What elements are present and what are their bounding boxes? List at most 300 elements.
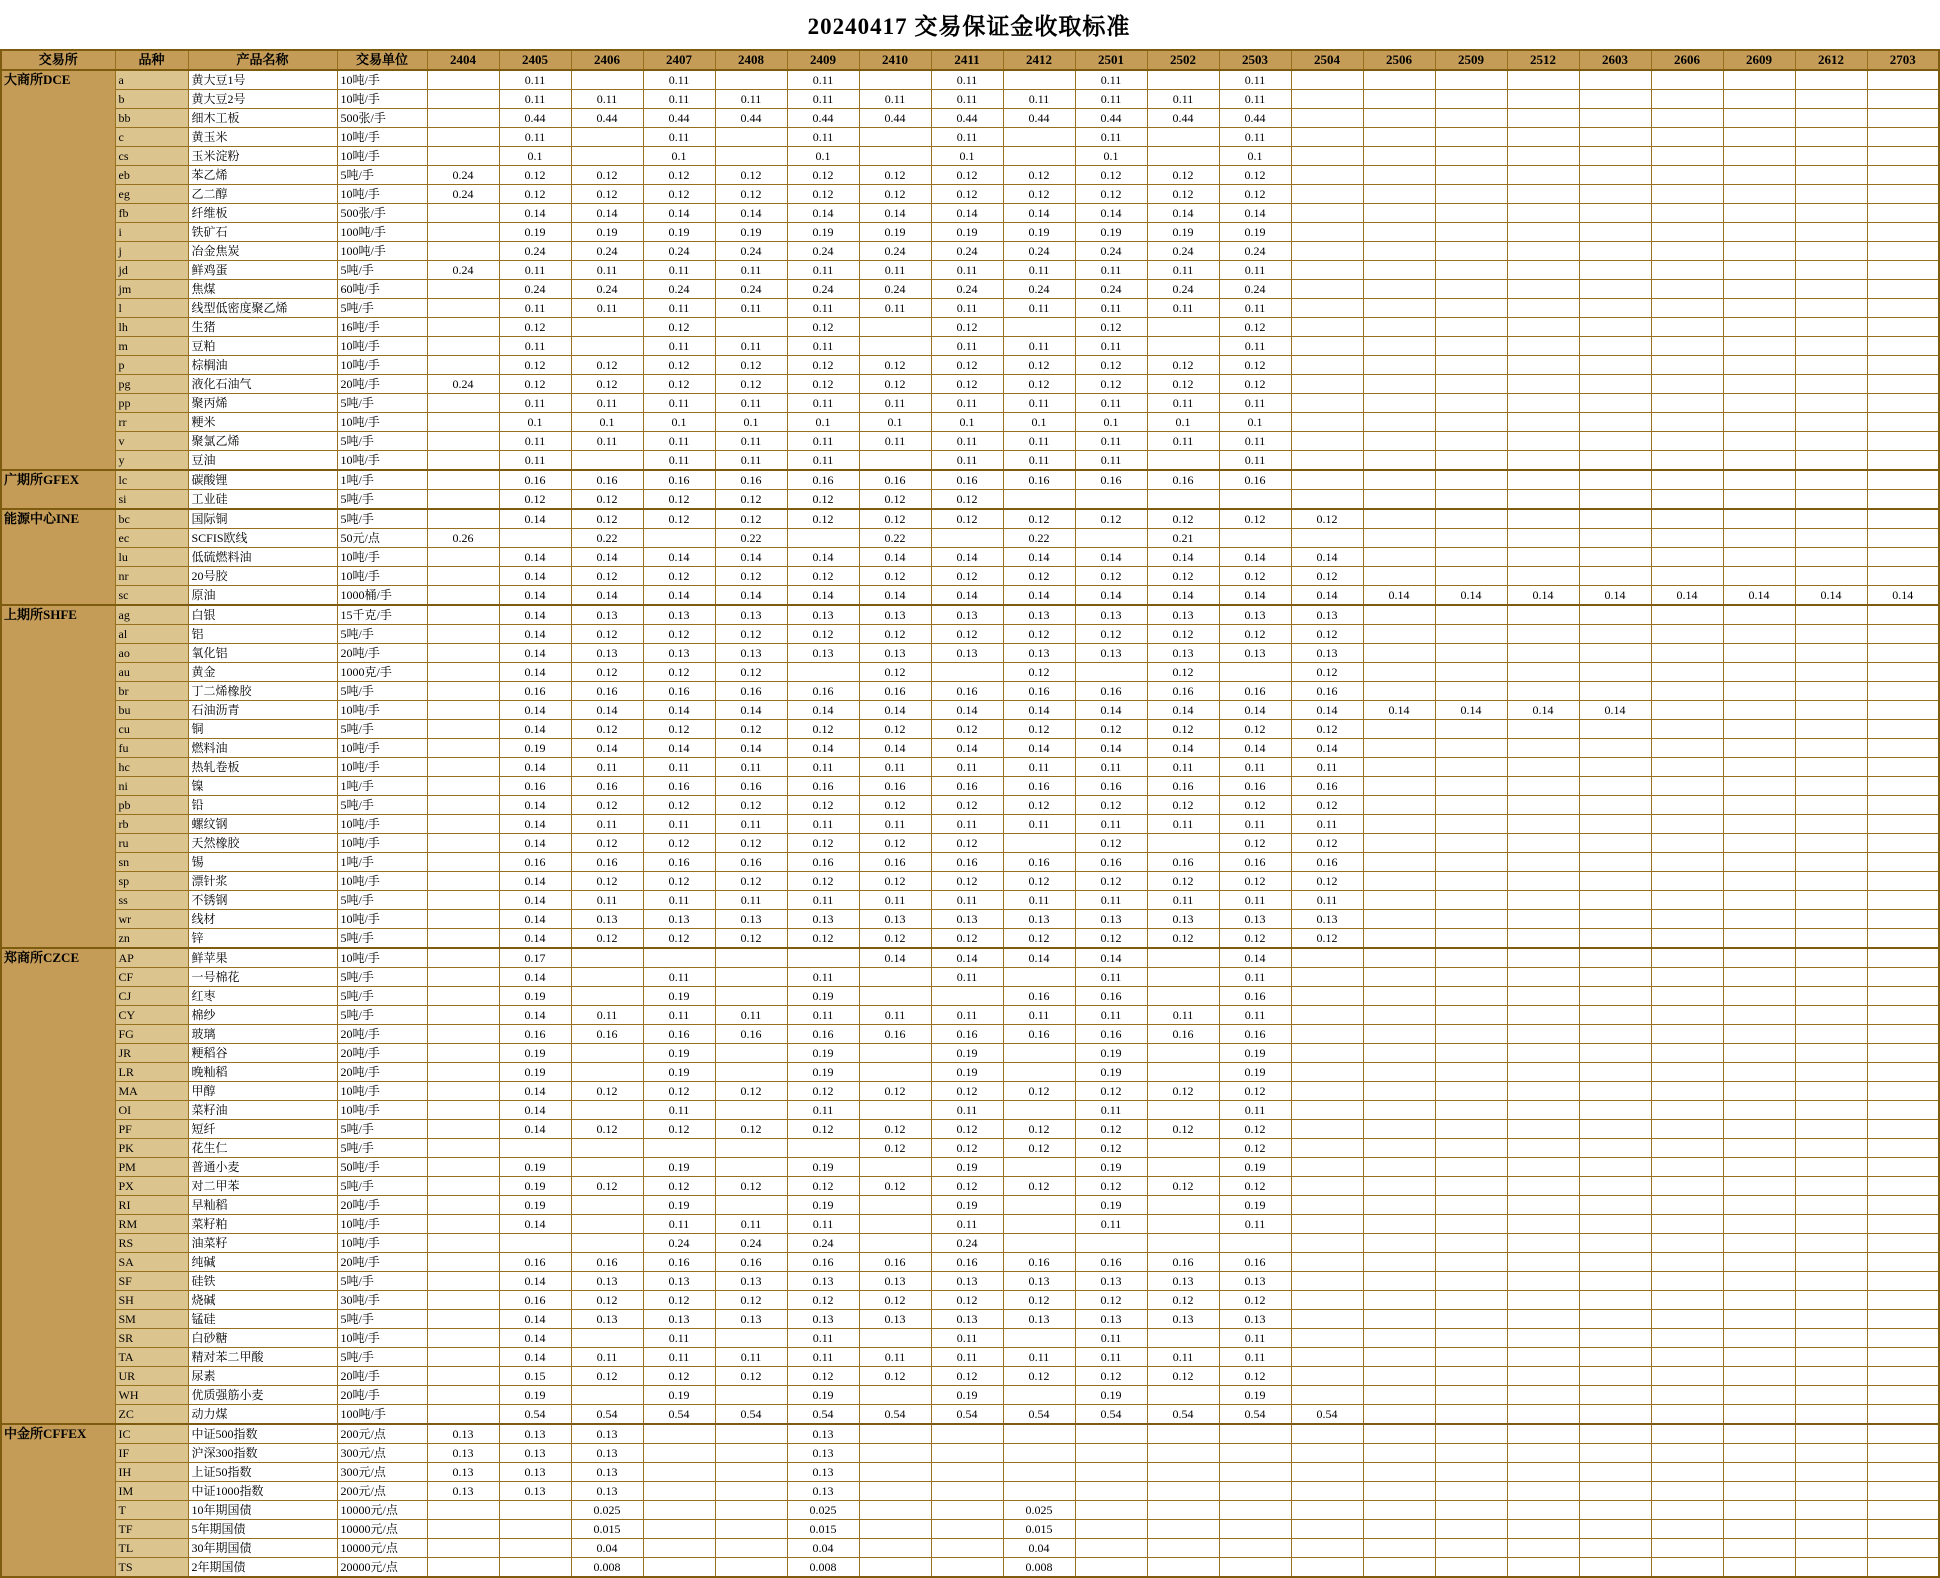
margin-value-cell[interactable]: [1579, 548, 1651, 567]
margin-value-cell[interactable]: 0.14: [499, 758, 571, 777]
margin-value-cell[interactable]: 0.16: [715, 1025, 787, 1044]
margin-value-cell[interactable]: [571, 318, 643, 337]
margin-value-cell[interactable]: [715, 70, 787, 90]
margin-value-cell[interactable]: 0.12: [715, 872, 787, 891]
margin-value-cell[interactable]: [427, 1253, 499, 1272]
margin-value-cell[interactable]: [1435, 1272, 1507, 1291]
margin-value-cell[interactable]: [1867, 1196, 1939, 1215]
product-name-cell[interactable]: 纤维板: [188, 204, 337, 223]
margin-value-cell[interactable]: 0.11: [1003, 90, 1075, 109]
variety-code-cell[interactable]: SH: [115, 1291, 188, 1310]
margin-value-cell[interactable]: 0.12: [1003, 1120, 1075, 1139]
margin-value-cell[interactable]: 0.13: [1147, 1310, 1219, 1329]
trade-unit-cell[interactable]: 5吨/手: [337, 929, 427, 949]
product-name-cell[interactable]: 精对苯二甲酸: [188, 1348, 337, 1367]
margin-value-cell[interactable]: [1651, 796, 1723, 815]
margin-value-cell[interactable]: [1219, 490, 1291, 510]
margin-value-cell[interactable]: [1435, 872, 1507, 891]
margin-value-cell[interactable]: 0.19: [787, 987, 859, 1006]
margin-value-cell[interactable]: [1435, 1539, 1507, 1558]
margin-value-cell[interactable]: 0.11: [1219, 70, 1291, 90]
margin-value-cell[interactable]: [1867, 1101, 1939, 1120]
margin-value-cell[interactable]: 0.11: [643, 1348, 715, 1367]
margin-value-cell[interactable]: 0.19: [1075, 1063, 1147, 1082]
margin-value-cell[interactable]: [1003, 70, 1075, 90]
margin-value-cell[interactable]: 0.12: [1003, 356, 1075, 375]
trade-unit-cell[interactable]: 10吨/手: [337, 567, 427, 586]
margin-value-cell[interactable]: [1291, 1482, 1363, 1501]
margin-value-cell[interactable]: [1795, 853, 1867, 872]
month-column-header[interactable]: 2503: [1219, 50, 1291, 70]
margin-value-cell[interactable]: [427, 891, 499, 910]
margin-value-cell[interactable]: 0.13: [427, 1444, 499, 1463]
margin-value-cell[interactable]: 0.12: [571, 567, 643, 586]
margin-value-cell[interactable]: [1363, 682, 1435, 701]
margin-value-cell[interactable]: 0.12: [787, 185, 859, 204]
margin-value-cell[interactable]: [1507, 1367, 1579, 1386]
margin-value-cell[interactable]: 0.12: [643, 929, 715, 949]
margin-value-cell[interactable]: [427, 834, 499, 853]
margin-value-cell[interactable]: 0.12: [787, 318, 859, 337]
trade-unit-cell[interactable]: 10吨/手: [337, 948, 427, 968]
margin-value-cell[interactable]: 0.04: [571, 1539, 643, 1558]
margin-value-cell[interactable]: [1867, 1405, 1939, 1425]
margin-value-cell[interactable]: [1651, 1234, 1723, 1253]
variety-code-cell[interactable]: SR: [115, 1329, 188, 1348]
margin-value-cell[interactable]: [1003, 1482, 1075, 1501]
product-name-cell[interactable]: 豆油: [188, 451, 337, 471]
product-name-cell[interactable]: 沪深300指数: [188, 1444, 337, 1463]
margin-value-cell[interactable]: [1435, 777, 1507, 796]
margin-value-cell[interactable]: [1579, 1234, 1651, 1253]
margin-value-cell[interactable]: [1435, 451, 1507, 471]
trade-unit-cell[interactable]: 500张/手: [337, 204, 427, 223]
margin-value-cell[interactable]: [1075, 1444, 1147, 1463]
margin-value-cell[interactable]: 0.12: [1219, 567, 1291, 586]
margin-value-cell[interactable]: 0.11: [1219, 90, 1291, 109]
margin-value-cell[interactable]: [1651, 548, 1723, 567]
margin-value-cell[interactable]: 0.11: [859, 758, 931, 777]
margin-value-cell[interactable]: [1651, 1177, 1723, 1196]
margin-value-cell[interactable]: [1291, 1234, 1363, 1253]
trade-unit-cell[interactable]: 50元/点: [337, 529, 427, 548]
margin-value-cell[interactable]: 0.16: [715, 853, 787, 872]
trade-unit-cell[interactable]: 1吨/手: [337, 853, 427, 872]
margin-value-cell[interactable]: 0.13: [571, 1310, 643, 1329]
trade-unit-cell[interactable]: 10吨/手: [337, 834, 427, 853]
margin-value-cell[interactable]: 0.14: [787, 739, 859, 758]
margin-value-cell[interactable]: [427, 1063, 499, 1082]
margin-value-cell[interactable]: 0.16: [1075, 987, 1147, 1006]
margin-value-cell[interactable]: 0.11: [1291, 758, 1363, 777]
margin-value-cell[interactable]: 0.12: [1003, 872, 1075, 891]
trade-unit-cell[interactable]: 5吨/手: [337, 299, 427, 318]
margin-value-cell[interactable]: 0.11: [1075, 394, 1147, 413]
margin-value-cell[interactable]: 0.12: [1219, 796, 1291, 815]
margin-value-cell[interactable]: [1435, 356, 1507, 375]
product-name-cell[interactable]: 粳稻谷: [188, 1044, 337, 1063]
margin-value-cell[interactable]: [1435, 147, 1507, 166]
margin-value-cell[interactable]: [1363, 853, 1435, 872]
month-column-header[interactable]: 2703: [1867, 50, 1939, 70]
margin-value-cell[interactable]: [1867, 605, 1939, 625]
margin-value-cell[interactable]: [1867, 929, 1939, 949]
product-name-cell[interactable]: 烧碱: [188, 1291, 337, 1310]
margin-value-cell[interactable]: [1579, 1120, 1651, 1139]
margin-value-cell[interactable]: [1867, 185, 1939, 204]
margin-value-cell[interactable]: 0.12: [859, 185, 931, 204]
margin-value-cell[interactable]: 0.12: [1075, 1367, 1147, 1386]
margin-value-cell[interactable]: [427, 853, 499, 872]
margin-value-cell[interactable]: 0.19: [643, 1158, 715, 1177]
margin-value-cell[interactable]: [1507, 663, 1579, 682]
margin-value-cell[interactable]: [1651, 166, 1723, 185]
margin-value-cell[interactable]: 0.11: [1075, 128, 1147, 147]
margin-value-cell[interactable]: [1363, 815, 1435, 834]
margin-value-cell[interactable]: 0.14: [499, 1215, 571, 1234]
margin-value-cell[interactable]: 0.14: [1363, 586, 1435, 606]
margin-value-cell[interactable]: [1507, 299, 1579, 318]
margin-value-cell[interactable]: [1291, 1101, 1363, 1120]
margin-value-cell[interactable]: 0.14: [859, 739, 931, 758]
margin-value-cell[interactable]: 0.16: [931, 1253, 1003, 1272]
margin-value-cell[interactable]: 0.24: [1003, 280, 1075, 299]
margin-value-cell[interactable]: 0.14: [1795, 586, 1867, 606]
margin-value-cell[interactable]: [571, 1196, 643, 1215]
margin-value-cell[interactable]: [1579, 834, 1651, 853]
margin-value-cell[interactable]: [427, 1044, 499, 1063]
margin-value-cell[interactable]: [1651, 432, 1723, 451]
margin-value-cell[interactable]: [1579, 318, 1651, 337]
margin-value-cell[interactable]: 0.24: [427, 166, 499, 185]
trade-unit-cell[interactable]: 5吨/手: [337, 968, 427, 987]
margin-value-cell[interactable]: [1795, 185, 1867, 204]
margin-value-cell[interactable]: 0.19: [1003, 223, 1075, 242]
margin-value-cell[interactable]: [859, 1386, 931, 1405]
margin-value-cell[interactable]: [859, 1558, 931, 1578]
margin-value-cell[interactable]: 0.11: [1219, 1348, 1291, 1367]
margin-value-cell[interactable]: [1651, 490, 1723, 510]
margin-value-cell[interactable]: 0.1: [643, 147, 715, 166]
product-name-cell[interactable]: 玻璃: [188, 1025, 337, 1044]
margin-value-cell[interactable]: [1219, 1424, 1291, 1444]
variety-code-cell[interactable]: PK: [115, 1139, 188, 1158]
margin-value-cell[interactable]: [715, 1158, 787, 1177]
margin-value-cell[interactable]: [1651, 758, 1723, 777]
margin-value-cell[interactable]: [1723, 185, 1795, 204]
month-column-header[interactable]: 2502: [1147, 50, 1219, 70]
margin-value-cell[interactable]: 0.24: [571, 280, 643, 299]
margin-value-cell[interactable]: 0.12: [1291, 872, 1363, 891]
margin-value-cell[interactable]: 0.12: [715, 720, 787, 739]
margin-value-cell[interactable]: [1867, 1482, 1939, 1501]
variety-code-cell[interactable]: SM: [115, 1310, 188, 1329]
margin-value-cell[interactable]: [1147, 1482, 1219, 1501]
margin-value-cell[interactable]: [1363, 625, 1435, 644]
margin-value-cell[interactable]: [1435, 1253, 1507, 1272]
margin-value-cell[interactable]: [1579, 1424, 1651, 1444]
margin-value-cell[interactable]: 0.12: [859, 1139, 931, 1158]
margin-value-cell[interactable]: [1651, 1310, 1723, 1329]
margin-value-cell[interactable]: 0.24: [643, 280, 715, 299]
product-name-cell[interactable]: 石油沥青: [188, 701, 337, 720]
margin-value-cell[interactable]: 0.11: [787, 451, 859, 471]
margin-value-cell[interactable]: 0.13: [499, 1482, 571, 1501]
margin-value-cell[interactable]: [1579, 891, 1651, 910]
margin-value-cell[interactable]: [1147, 337, 1219, 356]
margin-value-cell[interactable]: 0.11: [1147, 432, 1219, 451]
margin-value-cell[interactable]: [1507, 1558, 1579, 1578]
margin-value-cell[interactable]: 0.12: [643, 490, 715, 510]
margin-value-cell[interactable]: 0.16: [1147, 682, 1219, 701]
margin-value-cell[interactable]: [1795, 1367, 1867, 1386]
margin-value-cell[interactable]: [1363, 204, 1435, 223]
margin-value-cell[interactable]: 0.11: [1075, 451, 1147, 471]
trade-unit-cell[interactable]: 10吨/手: [337, 90, 427, 109]
margin-value-cell[interactable]: [1435, 910, 1507, 929]
margin-value-cell[interactable]: [1291, 1158, 1363, 1177]
margin-value-cell[interactable]: 0.14: [499, 1329, 571, 1348]
variety-code-cell[interactable]: UR: [115, 1367, 188, 1386]
margin-value-cell[interactable]: 0.24: [859, 280, 931, 299]
margin-value-cell[interactable]: [1795, 223, 1867, 242]
margin-value-cell[interactable]: [931, 1501, 1003, 1520]
margin-value-cell[interactable]: 0.12: [787, 872, 859, 891]
product-name-cell[interactable]: 粳米: [188, 413, 337, 432]
margin-value-cell[interactable]: 0.26: [427, 529, 499, 548]
margin-value-cell[interactable]: [1363, 1329, 1435, 1348]
margin-value-cell[interactable]: [1723, 1329, 1795, 1348]
margin-value-cell[interactable]: [1507, 1424, 1579, 1444]
margin-value-cell[interactable]: [427, 299, 499, 318]
trade-unit-cell[interactable]: 5吨/手: [337, 1310, 427, 1329]
margin-value-cell[interactable]: [1363, 70, 1435, 90]
product-name-cell[interactable]: 棉纱: [188, 1006, 337, 1025]
margin-value-cell[interactable]: [1507, 128, 1579, 147]
margin-value-cell[interactable]: [427, 1348, 499, 1367]
margin-value-cell[interactable]: [1867, 625, 1939, 644]
margin-value-cell[interactable]: 0.14: [643, 739, 715, 758]
margin-value-cell[interactable]: [1363, 644, 1435, 663]
margin-value-cell[interactable]: [1867, 413, 1939, 432]
margin-value-cell[interactable]: 0.13: [1075, 1272, 1147, 1291]
margin-value-cell[interactable]: [1795, 548, 1867, 567]
margin-value-cell[interactable]: [1723, 872, 1795, 891]
margin-value-cell[interactable]: [1723, 1291, 1795, 1310]
margin-value-cell[interactable]: [1579, 1444, 1651, 1463]
margin-value-cell[interactable]: [571, 1158, 643, 1177]
trade-unit-cell[interactable]: 5吨/手: [337, 796, 427, 815]
margin-value-cell[interactable]: [1723, 834, 1795, 853]
margin-value-cell[interactable]: [1723, 166, 1795, 185]
trade-unit-cell[interactable]: 10吨/手: [337, 758, 427, 777]
product-name-cell[interactable]: 短纤: [188, 1120, 337, 1139]
margin-value-cell[interactable]: 0.11: [715, 1006, 787, 1025]
margin-value-cell[interactable]: [1651, 109, 1723, 128]
margin-value-cell[interactable]: 0.11: [571, 891, 643, 910]
trade-unit-cell[interactable]: 100吨/手: [337, 223, 427, 242]
variety-code-cell[interactable]: ss: [115, 891, 188, 910]
product-name-cell[interactable]: 油菜籽: [188, 1234, 337, 1253]
trade-unit-cell[interactable]: 20吨/手: [337, 1386, 427, 1405]
margin-value-cell[interactable]: 0.16: [1003, 1025, 1075, 1044]
margin-value-cell[interactable]: [1795, 413, 1867, 432]
margin-value-cell[interactable]: 0.14: [571, 701, 643, 720]
margin-value-cell[interactable]: 0.11: [787, 432, 859, 451]
margin-value-cell[interactable]: 0.11: [1075, 90, 1147, 109]
margin-value-cell[interactable]: 0.12: [1147, 185, 1219, 204]
margin-value-cell[interactable]: [1291, 147, 1363, 166]
margin-value-cell[interactable]: [427, 1139, 499, 1158]
margin-value-cell[interactable]: 0.12: [1291, 720, 1363, 739]
margin-value-cell[interactable]: [1291, 280, 1363, 299]
margin-value-cell[interactable]: 0.14: [499, 701, 571, 720]
margin-value-cell[interactable]: [1579, 929, 1651, 949]
margin-value-cell[interactable]: [931, 1482, 1003, 1501]
margin-value-cell[interactable]: 0.19: [931, 1196, 1003, 1215]
margin-value-cell[interactable]: 0.12: [859, 720, 931, 739]
margin-value-cell[interactable]: [1435, 758, 1507, 777]
margin-value-cell[interactable]: [1507, 1215, 1579, 1234]
margin-value-cell[interactable]: 0.12: [931, 166, 1003, 185]
margin-value-cell[interactable]: 0.12: [1291, 625, 1363, 644]
margin-value-cell[interactable]: [1723, 663, 1795, 682]
margin-value-cell[interactable]: 0.12: [1003, 567, 1075, 586]
margin-value-cell[interactable]: [427, 490, 499, 510]
margin-value-cell[interactable]: 0.11: [859, 299, 931, 318]
margin-value-cell[interactable]: 0.12: [643, 567, 715, 586]
trade-unit-cell[interactable]: 1吨/手: [337, 777, 427, 796]
margin-value-cell[interactable]: [715, 1558, 787, 1578]
margin-value-cell[interactable]: 0.16: [1147, 853, 1219, 872]
margin-value-cell[interactable]: [1507, 948, 1579, 968]
month-column-header[interactable]: 2405: [499, 50, 571, 70]
margin-value-cell[interactable]: [643, 529, 715, 548]
margin-value-cell[interactable]: 0.19: [643, 1386, 715, 1405]
margin-value-cell[interactable]: 0.14: [1003, 548, 1075, 567]
margin-value-cell[interactable]: [1579, 796, 1651, 815]
margin-value-cell[interactable]: 0.12: [1075, 1291, 1147, 1310]
margin-value-cell[interactable]: [1147, 1158, 1219, 1177]
variety-code-cell[interactable]: wr: [115, 910, 188, 929]
margin-value-cell[interactable]: [1003, 834, 1075, 853]
margin-value-cell[interactable]: [1363, 777, 1435, 796]
margin-value-cell[interactable]: [1507, 185, 1579, 204]
margin-value-cell[interactable]: [1867, 682, 1939, 701]
margin-value-cell[interactable]: [1291, 337, 1363, 356]
margin-value-cell[interactable]: [1795, 356, 1867, 375]
margin-value-cell[interactable]: [1795, 1006, 1867, 1025]
margin-value-cell[interactable]: [1723, 929, 1795, 949]
margin-value-cell[interactable]: [1867, 1539, 1939, 1558]
margin-value-cell[interactable]: [1579, 1272, 1651, 1291]
margin-value-cell[interactable]: 0.12: [1075, 796, 1147, 815]
margin-value-cell[interactable]: [1651, 90, 1723, 109]
margin-value-cell[interactable]: 0.44: [571, 109, 643, 128]
margin-value-cell[interactable]: 0.12: [571, 185, 643, 204]
margin-value-cell[interactable]: [1651, 1386, 1723, 1405]
margin-value-cell[interactable]: [1507, 375, 1579, 394]
margin-value-cell[interactable]: [1075, 1424, 1147, 1444]
margin-value-cell[interactable]: 0.44: [931, 109, 1003, 128]
margin-value-cell[interactable]: 0.19: [1075, 1044, 1147, 1063]
margin-value-cell[interactable]: 0.12: [1147, 720, 1219, 739]
margin-value-cell[interactable]: [499, 1520, 571, 1539]
product-name-cell[interactable]: 纯碱: [188, 1253, 337, 1272]
margin-value-cell[interactable]: 0.14: [1003, 948, 1075, 968]
margin-value-cell[interactable]: 0.11: [859, 891, 931, 910]
product-name-cell[interactable]: 铁矿石: [188, 223, 337, 242]
margin-value-cell[interactable]: [1147, 1139, 1219, 1158]
margin-value-cell[interactable]: 0.16: [499, 777, 571, 796]
trade-unit-cell[interactable]: 5吨/手: [337, 1272, 427, 1291]
margin-value-cell[interactable]: 0.12: [643, 834, 715, 853]
margin-value-cell[interactable]: 0.11: [715, 261, 787, 280]
margin-value-cell[interactable]: 0.13: [427, 1424, 499, 1444]
margin-value-cell[interactable]: [1363, 1386, 1435, 1405]
margin-value-cell[interactable]: 0.14: [715, 739, 787, 758]
margin-value-cell[interactable]: [1435, 432, 1507, 451]
trade-unit-cell[interactable]: 20吨/手: [337, 644, 427, 663]
margin-value-cell[interactable]: 0.12: [787, 720, 859, 739]
margin-value-cell[interactable]: [1363, 948, 1435, 968]
month-column-header[interactable]: 2412: [1003, 50, 1075, 70]
margin-value-cell[interactable]: [1435, 394, 1507, 413]
margin-value-cell[interactable]: 0.12: [643, 509, 715, 529]
margin-value-cell[interactable]: 0.16: [1291, 853, 1363, 872]
margin-value-cell[interactable]: 0.12: [1075, 720, 1147, 739]
margin-value-cell[interactable]: 0.12: [643, 1291, 715, 1310]
margin-value-cell[interactable]: [1579, 1539, 1651, 1558]
margin-value-cell[interactable]: [1723, 1482, 1795, 1501]
margin-value-cell[interactable]: 0.13: [1219, 1272, 1291, 1291]
margin-value-cell[interactable]: [1291, 1253, 1363, 1272]
margin-value-cell[interactable]: 0.14: [859, 204, 931, 223]
margin-value-cell[interactable]: 0.14: [1219, 701, 1291, 720]
margin-value-cell[interactable]: 0.44: [643, 109, 715, 128]
margin-value-cell[interactable]: 0.11: [643, 891, 715, 910]
margin-value-cell[interactable]: [1867, 1310, 1939, 1329]
margin-value-cell[interactable]: [1867, 166, 1939, 185]
margin-value-cell[interactable]: [1723, 413, 1795, 432]
margin-value-cell[interactable]: [1723, 625, 1795, 644]
margin-value-cell[interactable]: [1291, 356, 1363, 375]
margin-value-cell[interactable]: [427, 872, 499, 891]
margin-value-cell[interactable]: [1651, 529, 1723, 548]
product-name-cell[interactable]: 锰硅: [188, 1310, 337, 1329]
trade-unit-cell[interactable]: 5吨/手: [337, 987, 427, 1006]
margin-value-cell[interactable]: 0.12: [571, 1291, 643, 1310]
trade-unit-cell[interactable]: 10000元/点: [337, 1539, 427, 1558]
margin-value-cell[interactable]: [1795, 1444, 1867, 1463]
margin-value-cell[interactable]: [1507, 356, 1579, 375]
margin-value-cell[interactable]: [1291, 1310, 1363, 1329]
margin-value-cell[interactable]: [1435, 470, 1507, 490]
margin-value-cell[interactable]: 0.11: [1219, 758, 1291, 777]
margin-value-cell[interactable]: 0.11: [571, 1348, 643, 1367]
margin-value-cell[interactable]: 0.12: [1075, 1177, 1147, 1196]
margin-value-cell[interactable]: [1867, 739, 1939, 758]
margin-value-cell[interactable]: [1795, 375, 1867, 394]
margin-value-cell[interactable]: 0.12: [571, 625, 643, 644]
margin-value-cell[interactable]: 0.13: [1291, 605, 1363, 625]
margin-value-cell[interactable]: [1435, 682, 1507, 701]
margin-value-cell[interactable]: [1795, 987, 1867, 1006]
margin-value-cell[interactable]: [1723, 1520, 1795, 1539]
product-name-cell[interactable]: 红枣: [188, 987, 337, 1006]
trade-unit-cell[interactable]: 5吨/手: [337, 891, 427, 910]
trade-unit-cell[interactable]: 20吨/手: [337, 375, 427, 394]
